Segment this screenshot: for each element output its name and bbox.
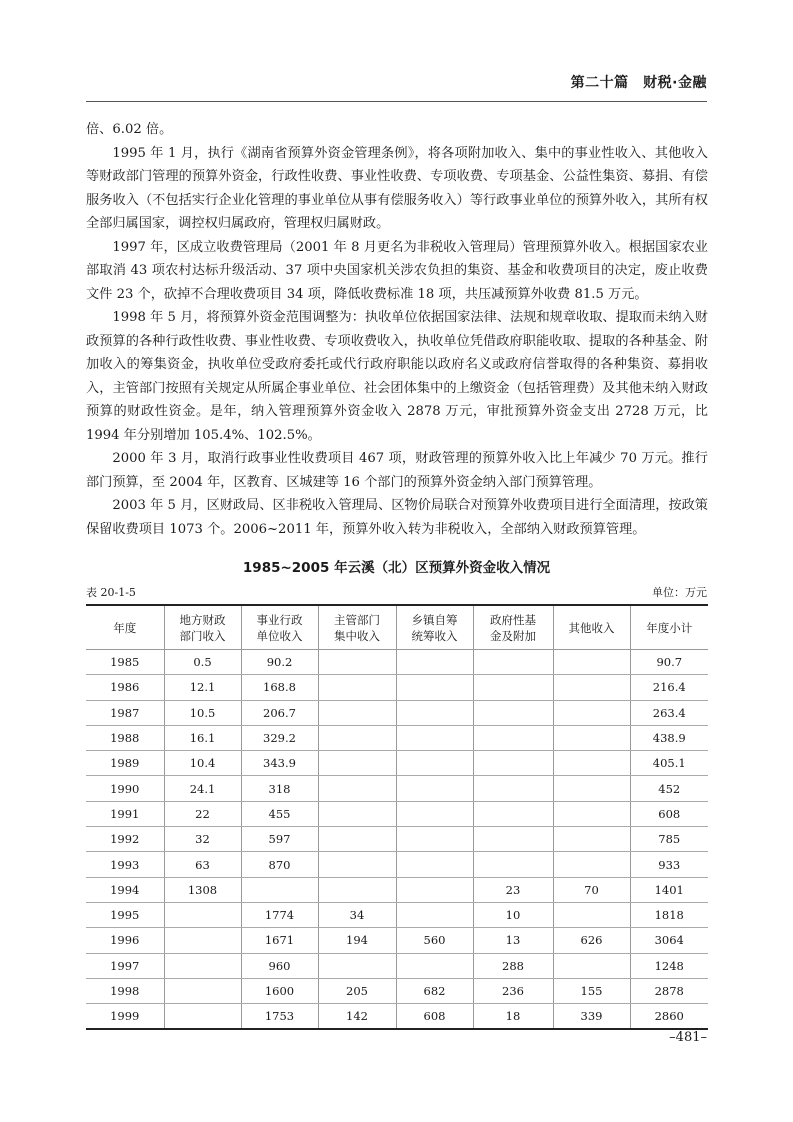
column-header — [473, 605, 553, 650]
value-cell — [553, 776, 630, 801]
value-cell — [553, 902, 630, 927]
value-cell: 682 — [396, 978, 473, 1003]
column-header — [396, 605, 473, 650]
value-cell — [396, 801, 473, 826]
column-header-line: 主管部门 — [334, 612, 380, 627]
value-cell — [553, 725, 630, 750]
value-cell — [473, 675, 553, 700]
column-header — [318, 605, 396, 650]
value-cell: 1308 — [164, 877, 241, 902]
value-cell — [553, 852, 630, 877]
value-cell — [318, 725, 396, 750]
value-cell — [241, 877, 318, 902]
value-cell — [473, 801, 553, 826]
value-cell: 10 — [473, 902, 553, 927]
value-cell — [473, 751, 553, 776]
value-cell: 24.1 — [164, 776, 241, 801]
value-cell: 16.1 — [164, 725, 241, 750]
column-header — [553, 605, 630, 650]
table-row — [86, 827, 708, 852]
value-cell: 288 — [473, 953, 553, 978]
column-header-line: 金及附加 — [490, 628, 536, 643]
value-cell: 63 — [164, 852, 241, 877]
value-cell — [396, 877, 473, 902]
value-cell — [553, 751, 630, 776]
year-cell: 1986 — [86, 675, 164, 700]
table-header-row — [86, 605, 708, 650]
column-header-line: 统筹收入 — [411, 628, 458, 643]
value-cell — [318, 953, 396, 978]
value-cell: 205 — [318, 978, 396, 1003]
value-cell: 32 — [164, 827, 241, 852]
value-cell: 0.5 — [164, 650, 241, 675]
value-cell: 438.9 — [630, 725, 708, 750]
table-row — [86, 978, 708, 1003]
value-cell: 343.9 — [241, 751, 318, 776]
value-cell — [473, 700, 553, 725]
value-cell — [396, 902, 473, 927]
column-header-line: 政府性基 — [490, 612, 536, 627]
revenue-table — [86, 604, 708, 1030]
value-cell: 329.2 — [241, 725, 318, 750]
column-header-line: 单位收入 — [256, 628, 303, 643]
column-header-line: 其他收入 — [568, 620, 615, 635]
value-cell: 597 — [241, 827, 318, 852]
value-cell: 34 — [318, 902, 396, 927]
value-cell — [396, 675, 473, 700]
value-cell — [396, 751, 473, 776]
value-cell: 194 — [318, 928, 396, 953]
value-cell — [473, 827, 553, 852]
year-cell: 1998 — [86, 978, 164, 1003]
value-cell: 10.5 — [164, 700, 241, 725]
value-cell: 608 — [630, 801, 708, 826]
column-header — [241, 605, 318, 650]
value-cell — [318, 751, 396, 776]
value-cell — [553, 650, 630, 675]
value-cell — [396, 827, 473, 852]
value-cell: 960 — [241, 953, 318, 978]
column-header — [630, 605, 708, 650]
value-cell: 1248 — [630, 953, 708, 978]
table-row — [86, 751, 708, 776]
value-cell: 1600 — [241, 978, 318, 1003]
value-cell: 168.8 — [241, 675, 318, 700]
value-cell — [318, 877, 396, 902]
value-cell — [396, 700, 473, 725]
value-cell — [164, 953, 241, 978]
table-title: 1985~2005 年云溪（北）区预算外资金收入情况 — [242, 560, 551, 576]
value-cell — [553, 801, 630, 826]
year-cell: 1987 — [86, 700, 164, 725]
value-cell: 216.4 — [630, 675, 708, 700]
value-cell — [473, 776, 553, 801]
value-cell: 3064 — [630, 928, 708, 953]
value-cell: 206.7 — [241, 700, 318, 725]
value-cell — [473, 650, 553, 675]
column-header — [86, 605, 164, 650]
value-cell — [318, 801, 396, 826]
value-cell — [473, 725, 553, 750]
value-cell: 70 — [553, 877, 630, 902]
value-cell — [553, 675, 630, 700]
table-row — [86, 928, 708, 953]
year-cell: 1991 — [86, 801, 164, 826]
value-cell: 933 — [630, 852, 708, 877]
table-row — [86, 801, 708, 826]
column-header-line: 年度小计 — [646, 620, 693, 635]
value-cell: 1671 — [241, 928, 318, 953]
value-cell: 10.4 — [164, 751, 241, 776]
table-row — [86, 877, 708, 902]
year-cell: 1995 — [86, 902, 164, 927]
value-cell: 452 — [630, 776, 708, 801]
value-cell: 608 — [396, 1004, 473, 1030]
value-cell: 2878 — [630, 978, 708, 1003]
value-cell: 455 — [241, 801, 318, 826]
table-row — [86, 650, 708, 675]
column-header-line: 集中收入 — [334, 628, 380, 643]
value-cell: 22 — [164, 801, 241, 826]
value-cell — [318, 852, 396, 877]
value-cell — [164, 902, 241, 927]
value-cell: 1401 — [630, 877, 708, 902]
year-cell: 1985 — [86, 650, 164, 675]
value-cell: 870 — [241, 852, 318, 877]
table-row — [86, 1004, 708, 1030]
value-cell: 263.4 — [630, 700, 708, 725]
year-cell: 1988 — [86, 725, 164, 750]
chapter-header: 第二十篇 财税·金融 — [570, 75, 707, 91]
value-cell: 142 — [318, 1004, 396, 1030]
value-cell: 12.1 — [164, 675, 241, 700]
value-cell: 785 — [630, 827, 708, 852]
year-cell: 1997 — [86, 953, 164, 978]
year-cell: 1990 — [86, 776, 164, 801]
value-cell — [164, 978, 241, 1003]
value-cell: 1774 — [241, 902, 318, 927]
value-cell — [318, 650, 396, 675]
value-cell — [396, 650, 473, 675]
value-cell: 1818 — [630, 902, 708, 927]
table-row — [86, 953, 708, 978]
value-cell — [164, 928, 241, 953]
table-row — [86, 675, 708, 700]
value-cell — [318, 700, 396, 725]
value-cell — [396, 852, 473, 877]
body-text — [86, 118, 708, 541]
table-number: 表 20-1-5 — [86, 586, 136, 599]
year-cell: 1996 — [86, 928, 164, 953]
value-cell: 90.2 — [241, 650, 318, 675]
column-header-line: 年度 — [113, 620, 137, 635]
value-cell — [318, 776, 396, 801]
year-cell: 1993 — [86, 852, 164, 877]
value-cell — [164, 1004, 241, 1030]
value-cell: 13 — [473, 928, 553, 953]
paragraph: 1995 年 1 月，执行《湖南省预算外资金管理条例》，将各项附加收入、集中的事业性收入、其他收入等财政部门管理的预算外资金，行政性收费、事业性收费、专项收费、专项基金、公益性集资、募捐、有偿服务收入（不包括实行企业化管理的事业单位从事有偿服务收入）等行政事业单位的预算外收入，其所有权全部归属国家，调控权归属政府，管理权归属财政。 — [86, 145, 708, 231]
value-cell — [553, 953, 630, 978]
paragraph: 2003 年 5 月，区财政局、区非税收入管理局、区物价局联合对预算外收费项目进行全面清理，按政策保留收费项目 1073 个。2006~2011 年，预算外收入转为非税收入，全部纳入财政预算管理。 — [86, 498, 708, 537]
value-cell: 339 — [553, 1004, 630, 1030]
value-cell — [473, 852, 553, 877]
paragraph: 1997 年，区成立收费管理局（2001 年 8 月更名为非税收入管理局）管理预算外收入。根据国家农业部取消 43 项农村达标升级活动、37 项中央国家机关涉农负担的集资、基金和收费项目的决定，废止收费文件 23 个，砍掉不合理收费项目 34 项，降低收费标准 18 项，共压减预算外收费 81.5 万元。 — [86, 239, 708, 302]
value-cell: 90.7 — [630, 650, 708, 675]
value-cell: 236 — [473, 978, 553, 1003]
year-cell: 1989 — [86, 751, 164, 776]
value-cell — [396, 953, 473, 978]
header-rule — [86, 101, 707, 102]
value-cell — [553, 700, 630, 725]
value-cell: 2860 — [630, 1004, 708, 1030]
value-cell: 155 — [553, 978, 630, 1003]
value-cell: 18 — [473, 1004, 553, 1030]
table-row — [86, 776, 708, 801]
value-cell: 1753 — [241, 1004, 318, 1030]
year-cell: 1992 — [86, 827, 164, 852]
value-cell: 23 — [473, 877, 553, 902]
paragraph: 2000 年 3 月，取消行政事业性收费项目 467 项，财政管理的预算外收入比上年减少 70 万元。推行部门预算，至 2004 年，区教育、区城建等 16 个部门的预算外资金纳入部门预算管理。 — [86, 451, 708, 490]
value-cell — [396, 776, 473, 801]
column-header-line: 部门收入 — [179, 628, 226, 643]
value-cell: 318 — [241, 776, 318, 801]
table-row — [86, 700, 708, 725]
table-row — [86, 852, 708, 877]
table-unit: 单位：万元 — [652, 586, 707, 599]
year-cell: 1999 — [86, 1004, 164, 1030]
column-header-line: 乡镇自筹 — [411, 612, 458, 627]
year-cell: 1994 — [86, 877, 164, 902]
paragraph: 1998 年 5 月，将预算外资金范围调整为：执收单位依据国家法律、法规和规章收取、提取而未纳入财政预算的各种行政性收费、事业性收费、专项收费收入，执收单位凭借政府职能收取、提取的各种基金、附加收入的筹集资金，执收单位受政府委托或代行政府职能以政府名义或政府信誉取得的各种集资、募捐收入，主管部门按照有关规定从所属企事业单位、社会团体集中的上缴资金（包括管理费）及其他未纳入财政预算的财政性资金。是年，纳入管理预算外资金收入 2878 万元，审批预算外资金支出 2728 万元，比 1994 年分别增加 105.4%、102.5%。 — [86, 310, 708, 443]
value-cell — [553, 827, 630, 852]
value-cell: 560 — [396, 928, 473, 953]
column-header-line: 事业行政 — [256, 612, 303, 627]
column-header-line: 地方财政 — [179, 612, 226, 627]
value-cell: 405.1 — [630, 751, 708, 776]
value-cell — [318, 827, 396, 852]
paragraph: 倍、6.02 倍。 — [86, 122, 173, 137]
page-number: –481– — [669, 1030, 707, 1045]
value-cell — [396, 725, 473, 750]
table-row — [86, 902, 708, 927]
value-cell: 626 — [553, 928, 630, 953]
table-row — [86, 725, 708, 750]
column-header — [164, 605, 241, 650]
value-cell — [318, 675, 396, 700]
